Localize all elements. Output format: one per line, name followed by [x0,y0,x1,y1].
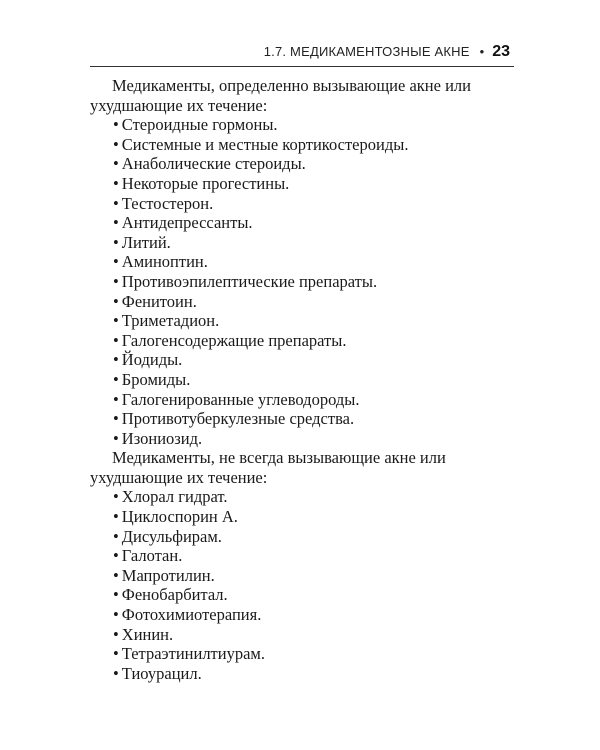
bullet-marker: • [113,389,119,409]
section-intro-possible: Медикаменты, не всегда вызывающие акне или ухудшающие их течение: [90,448,446,487]
bullet-marker: • [113,487,119,507]
section-title: 1.7. МЕДИКАМЕНТОЗНЫЕ АКНЕ [263,44,470,59]
bullet-marker: • [113,232,119,252]
list-item [113,135,510,155]
bullet-marker: • [113,644,119,664]
list-item-text: Анаболические стероиды. [121,154,306,174]
bullet-marker: • [113,134,119,154]
bullet-marker: • [113,330,119,350]
section-intro-definite: Медикаменты, определенно вызывающие акне или ухудшающие их течение: [90,76,471,115]
bullet-marker: • [113,173,119,193]
running-header [90,43,510,65]
list-item-text: Изониозид. [121,428,203,448]
list-item-text: Дисульфирам. [121,526,222,546]
list-item [113,194,510,214]
list-item [113,625,510,645]
list-item-text: Бромиды. [121,369,191,389]
bullet-marker: • [113,213,119,233]
list-item [113,370,510,390]
list-item-text: Галогенсодержащие препараты. [121,330,347,350]
list-item-text: Некоторые прогестины. [121,173,290,193]
list-item-text: Тетраэтинилтиурам. [121,644,265,664]
list-item [113,546,510,566]
list-item [113,252,510,272]
list-item [113,350,510,370]
list-item [113,409,510,429]
bullet-marker: • [113,546,119,566]
bullet-marker: • [113,526,119,546]
list-item-text: Галогенированные углеводороды. [121,389,360,409]
list-item [113,311,510,331]
list-item-text: Тиоурацил. [121,663,202,683]
list-item [113,566,510,586]
bullet-marker: • [113,428,119,448]
bullet-marker: • [113,311,119,331]
list-item-text: Хинин. [121,624,174,644]
header-rule [90,66,514,67]
bullet-marker: • [113,369,119,389]
list-item [113,115,510,135]
list-item [113,644,510,664]
bullet-marker: • [113,291,119,311]
list-item-text: Противоэпилептические препараты. [121,271,378,291]
list-item [113,605,510,625]
list-item [113,174,510,194]
list-item-text: Стероидные гормоны. [121,115,278,135]
list-item-text: Циклоспорин А. [121,507,238,527]
list-item-text: Фенитоин. [121,291,197,311]
list-item [113,233,510,253]
header-separator: • [479,44,485,59]
list-item-text: Аминоптин. [121,252,208,272]
list-item [113,331,510,351]
bullet-marker: • [113,507,119,527]
page-body [90,76,510,683]
list-item-text: Системные и местные кортикостероиды. [121,134,409,154]
list-item [113,527,510,547]
list-item [113,507,510,527]
bullet-marker: • [113,624,119,644]
list-item [113,487,510,507]
list-item-text: Триметадион. [121,311,220,331]
list-item-text: Антидепрессанты. [121,213,253,233]
list-item [113,390,510,410]
bullet-marker: • [113,193,119,213]
list-item [113,585,510,605]
bullet-marker: • [113,565,119,585]
bullet-marker: • [113,350,119,370]
list-item [113,292,510,312]
drug-list-definite [90,115,510,448]
list-item-text: Галотан. [121,546,183,566]
list-item-text: Литий. [121,232,171,252]
bullet-marker: • [113,585,119,605]
bullet-marker: • [113,115,119,135]
list-item-text: Йодиды. [121,350,183,370]
list-item [113,429,510,449]
list-item-text: Мапротилин. [121,565,215,585]
drug-list-possible [90,487,510,683]
bullet-marker: • [113,252,119,272]
bullet-marker: • [113,663,119,683]
bullet-marker: • [113,154,119,174]
list-item-text: Фенобарбитал. [121,585,228,605]
list-item-text: Противотуберкулезные средства. [121,409,355,429]
bullet-marker: • [113,605,119,625]
list-item-text: Хлорал гидрат. [121,487,228,507]
bullet-marker: • [113,409,119,429]
list-item-text: Тестостерон. [121,193,214,213]
list-item [113,272,510,292]
list-item [113,154,510,174]
list-item [113,213,510,233]
list-item [113,664,510,684]
page-number: 23 [492,43,510,60]
bullet-marker: • [113,271,119,291]
list-item-text: Фотохимиотерапия. [121,605,262,625]
